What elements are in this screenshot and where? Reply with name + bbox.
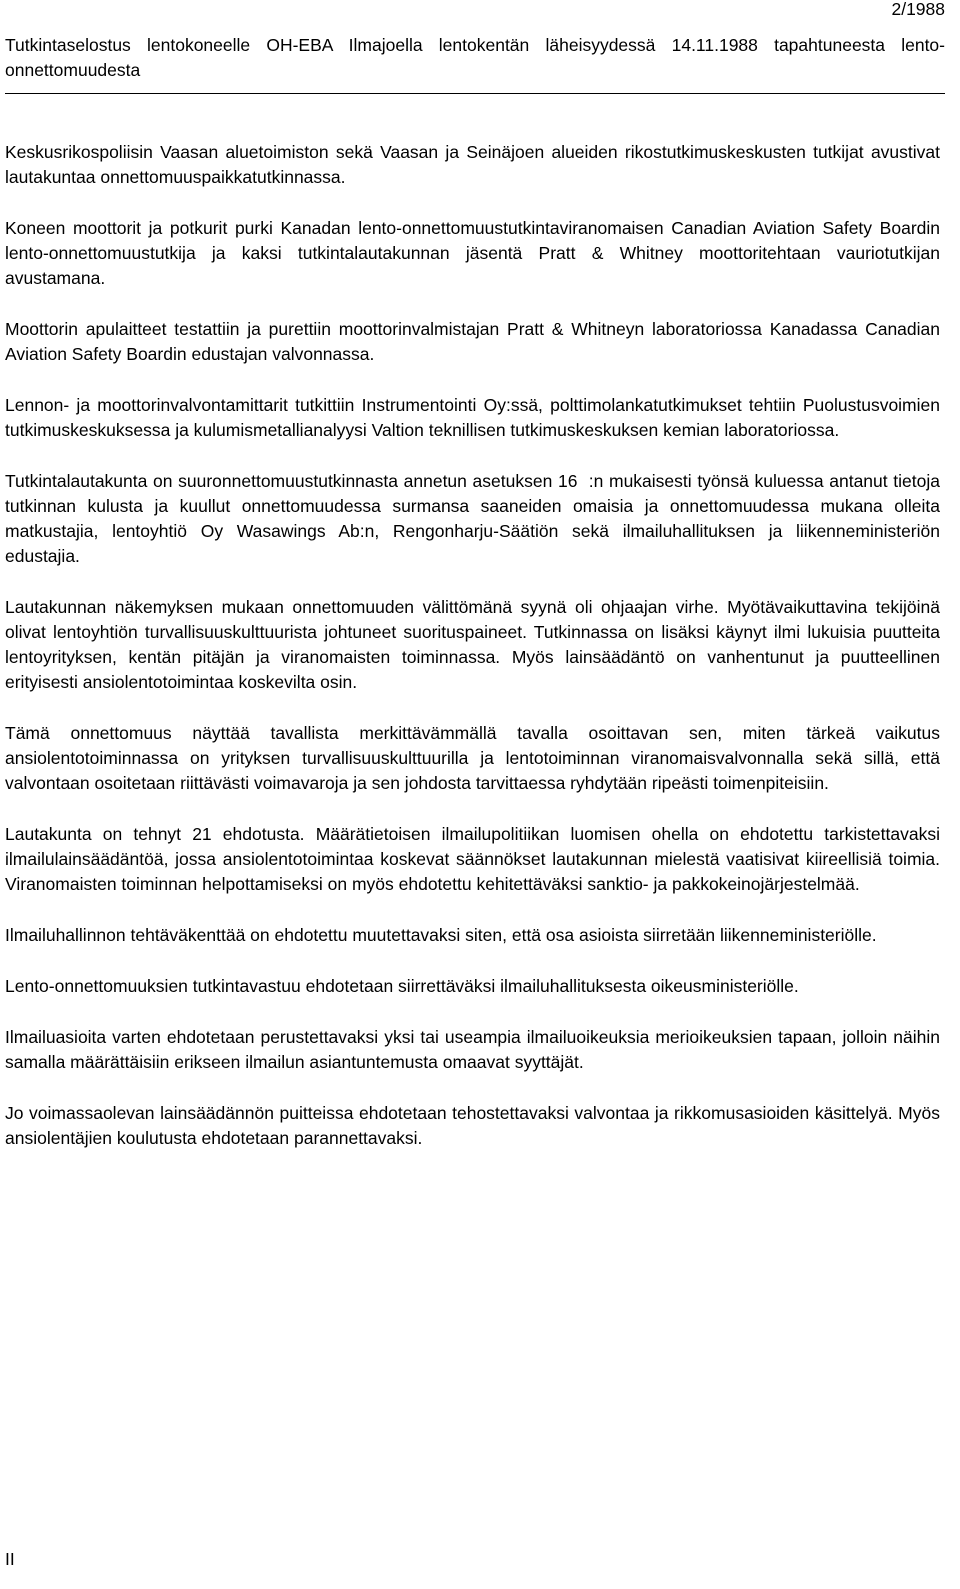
paragraph-4: Lennon- ja moottorinvalvontamittarit tutkittiin Instrumentointi Oy:ssä, polttimolankatutkimukset tehtiin Puolustusvoimien tutkimuskeskuksessa ja kulumismetallianalyysi Valtion teknillisen tutkimuskeskuksen kemian laboratoriossa. bbox=[5, 395, 940, 440]
paragraph-5: Tutkintalautakunta on suuronnettomuustutkinnasta annetun asetuksen 16 :n mukaisesti työnsä kuluessa antanut tietoja tutkinnan kulusta ja kuullut onnettomuudessa surmansa saaneiden omaisia ja onnettomuudessa mukana olleita matkustajia, lentoyhtiö Oy Wasawings Ab:n, Rengonharju-Säätiön sekä ilmailuhallituksen ja liikenneministeriön edustajia. bbox=[5, 471, 940, 566]
paragraph-7: Tämä onnettomuus näyttää tavallista merkittävämmällä tavalla osoittavan sen, miten tärkeä vaikutus ansiolentotoiminnassa on yrityksen turvallisuuskulttuurilla ja lentotoiminnan viranomaisvalvonnalla sekä sillä, että valvontaan osoitetaan riittävästi voimavaroja ja sen johdosta tarvittaessa ryhdytään ripeästi toimenpiteisiin. bbox=[5, 723, 940, 793]
paragraph-9: Ilmailuhallinnon tehtäväkenttää on ehdotettu muutettavaksi siten, että osa asioista siirretään liikenneministeriölle. bbox=[5, 925, 877, 945]
page-number: 2/1988 bbox=[891, 0, 945, 19]
header-rule bbox=[5, 93, 945, 94]
footer-page-mark: II bbox=[5, 1549, 15, 1569]
running-header: Tutkintaselostus lentokoneelle OH-EBA Ilmajoella lentokentän läheisyydessä 14.11.1988 tapahtuneesta lentoonnettomuudesta bbox=[5, 35, 945, 80]
paragraph-6: Lautakunnan näkemyksen mukaan onnettomuuden välittömänä syynä oli ohjaajan virhe. Myötävaikuttavina tekijöinä olivat lentoyhtiön turvallisuuskulttuurista johtuneet suorituspaineet. Tutkinnassa on lisäksi käynyt ilmi lukuisia puutteita lentoyrityksen, kentän pitäjän ja viranomaisten toiminnassa. Myös lainsäädäntö on vanhentunut ja puutteellinen erityisesti ansiolentotoimintaa koskevilta osin. bbox=[5, 597, 940, 692]
body-text bbox=[5, 140, 940, 1151]
paragraph-11: Ilmailuasioita varten ehdotetaan perustettavaksi yksi tai useampia ilmailuoikeuksia merioikeuksien tapaan, jolloin näihin samalla määrättäisiin erikseen ilmailun asiantuntemusta omaavat syyttäjät. bbox=[5, 1027, 940, 1072]
paragraph-1: Keskusrikospoliisin Vaasan aluetoimiston sekä Vaasan ja Seinäjoen alueiden rikostutkimuskeskusten tutkijat avustivat lautakuntaa onnettomuuspaikkatutkinnassa. bbox=[5, 142, 940, 187]
paragraph-8: Lautakunta on tehnyt 21 ehdotusta. Määrätietoisen ilmailupolitiikan luomisen ohella on ehdotettu tarkistettavaksi ilmailulainsäädäntöä, jossa ansiolentotoimintaa koskevat säännökset lautakunnan mielestä vaatisivat kiireellisiä toimia. Viranomaisten toiminnan helpottamiseksi on myös ehdotettu kehitettäväksi sanktio- ja pakkokeinojärjestelmää. bbox=[5, 824, 940, 894]
paragraph-3: Moottorin apulaitteet testattiin ja purettiin moottorinvalmistajan Pratt & Whitneyn laboratoriossa Kanadassa Canadian Aviation Safety Boardin edustajan valvonnassa. bbox=[5, 319, 940, 364]
paragraph-2: Koneen moottorit ja potkurit purki Kanadan lento-onnettomuustutkintaviranomaisen Canadian Aviation Safety Boardin lento-onnettomuustutkija ja kaksi tutkintalautakunnan jäsentä Pratt & Whitney moottoritehtaan vauriotutkijan avustamana. bbox=[5, 218, 940, 288]
paragraph-10: Lento-onnettomuuksien tutkintavastuu ehdotetaan siirrettäväksi ilmailuhallituksesta oikeusministeriölle. bbox=[5, 976, 799, 996]
paragraph-12: Jo voimassaolevan lainsäädännön puitteissa ehdotetaan tehostettavaksi valvontaa ja rikkomusasioiden käsittelyä. Myös ansiolentäjien koulutusta ehdotetaan parannettavaksi. bbox=[5, 1103, 940, 1148]
